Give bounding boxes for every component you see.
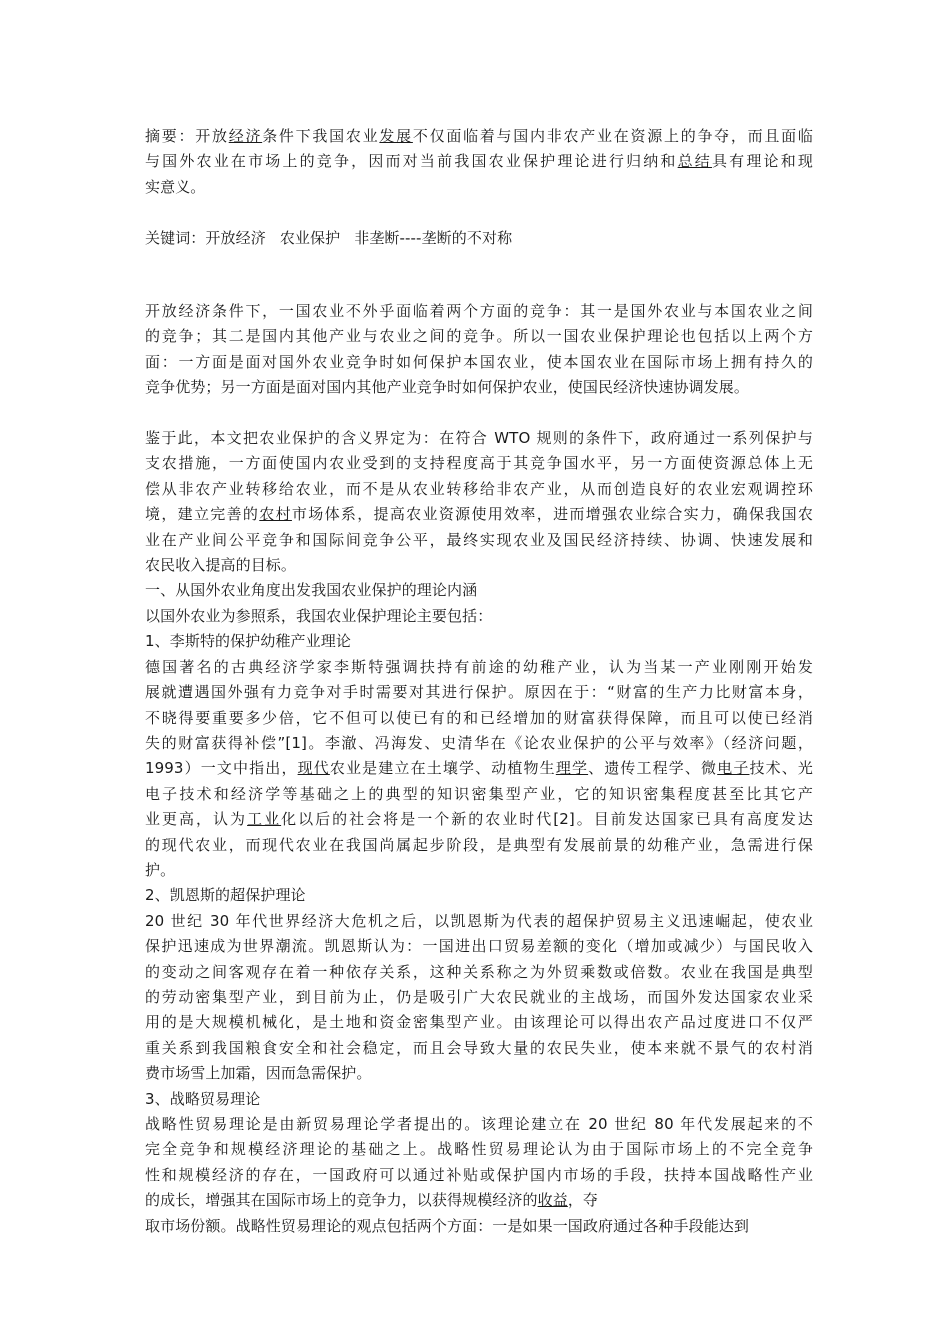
paragraph-line: 竞争优势；另一方面是面对国内其他产业竞争时如何保护农业，使国民经济快速协调发展。 — [145, 378, 750, 397]
paragraph-line: 费市场雪上加霜，因而急需保护。 — [145, 1064, 372, 1083]
text-run: ，夺 — [567, 1191, 599, 1210]
inline-link[interactable]: 发展 — [379, 127, 413, 145]
paragraph-line — [145, 731, 813, 756]
text-run: 农民收入提高的目标。 — [145, 556, 297, 575]
paragraph-line — [145, 833, 813, 858]
paragraph-line — [145, 782, 813, 807]
paragraph-line — [145, 858, 813, 883]
keyword-item: 开放经济 — [205, 228, 266, 247]
spacer — [145, 200, 813, 225]
paragraph-line: 保护迅速成为世界潮流。凯恩斯认为：一国进出口贸易差额的变化（增加或减少）与国民收入 — [145, 937, 813, 956]
paragraph-line — [145, 807, 813, 832]
text-run: 不仅面临着与国内非农产业在资源上的争夺，而且面临 — [412, 127, 813, 145]
text-run: 的现代农业，而现代农业在我国尚属起步阶段，是典型有发展前景的幼稚产业，急需进行保 — [145, 835, 813, 854]
spacer — [145, 401, 813, 426]
paragraph-line — [145, 1188, 813, 1213]
paragraph-line — [145, 528, 813, 553]
text-run: 业更高，认为 — [145, 810, 248, 829]
subsection-heading: 1、李斯特的保护幼稚产业理论 — [145, 632, 351, 651]
text-run: 化以后的社会将是一个新的农业时代[2]。目前发达国家已具有高度发达 — [281, 810, 813, 829]
text-run: 失的财富获得补偿”[1]。李澈、冯海发、史清华在《论农业保护的公平与效率》（经济问题， — [145, 733, 813, 752]
text-run: 取市场份额。战略性贸易理论的观点包括两个方面：一是如果一国政府通过各种手段能达到 — [145, 1216, 750, 1235]
inline-link[interactable]: 理学 — [555, 759, 589, 778]
paragraph-line: 的劳动密集型产业，到目前为止，仍是吸引广大农民就业的主战场，而国外发达国家农业采 — [145, 987, 813, 1006]
text-run: 战略性贸易理论是由新贸易理论学者提出的。该理论建立在 20 世纪 80 年代发展起来的不 — [145, 1115, 813, 1133]
text-run: 与国外农业在市场上的竞争，因而对当前我国农业保护理论进行归纳和 — [145, 152, 678, 171]
text-run: 的成长，增强其在国际市场上的竞争力，以获得规模经济的 — [145, 1191, 538, 1210]
paragraph-line — [145, 124, 813, 149]
paragraph-line — [145, 477, 813, 502]
paragraph-line — [145, 1163, 813, 1188]
inline-link[interactable]: 收益 — [537, 1191, 568, 1210]
text-run: 农业是建立在土壤学、动植物生 — [329, 759, 556, 778]
body-paragraph-1 — [145, 299, 813, 401]
paragraph-line — [145, 655, 813, 680]
keywords-line — [145, 226, 813, 251]
inline-link[interactable]: 农村 — [259, 505, 292, 524]
text-run: 条件下我国农业 — [262, 127, 380, 145]
inline-link[interactable]: 现代 — [297, 759, 330, 778]
subsection-2-body — [145, 909, 813, 1087]
subsection-heading: 2、凯恩斯的超保护理论 — [145, 886, 306, 905]
paragraph-line — [145, 502, 813, 527]
text-run: 技术、光 — [749, 759, 813, 778]
keyword-item: 农业保护 — [279, 228, 341, 247]
subsection-1-body — [145, 655, 813, 884]
text-run: 境，建立完善的 — [145, 505, 260, 524]
inline-link[interactable]: 电子 — [717, 759, 750, 778]
paragraph-line — [145, 553, 813, 578]
document-page — [145, 124, 813, 1239]
text-run: 展就遭遇国外强有力竞争对手时需要对其进行保护。原因在于：“财富的生产力比财富本身， — [145, 683, 813, 702]
paragraph-line — [145, 756, 813, 781]
text-run: 摘要：开放 — [145, 127, 229, 145]
text-run: 性和规模经济的存在，一国政府可以通过补贴或保护国内市场的手段，扶持本国战略性产业 — [145, 1165, 813, 1184]
text-run: 具有理论和现 — [712, 152, 813, 171]
text-run: 1993）一文中指出， — [145, 759, 298, 778]
inline-link[interactable]: 总结 — [677, 152, 712, 171]
text-run: 护。 — [145, 860, 176, 879]
text-run: 鉴于此，本文把农业保护的含义界定为：在符合 WTO 规则的条件下，政府通过一系列保护与 — [145, 429, 813, 448]
paragraph-line: 20 世纪 30 年代世界经济大危机之后，以凯恩斯为代表的超保护贸易主义迅速崛起，使农业 — [145, 911, 813, 930]
keywords-label: 关键词： — [145, 228, 206, 247]
spacer — [145, 251, 813, 299]
keyword-item: 非垄断----垄断的不对称 — [354, 228, 513, 247]
paragraph-line — [145, 175, 813, 200]
paragraph-line: 的变动之间客观存在着一种依存关系，这种关系称之为外贸乘数或倍数。农业在我国是典型 — [145, 962, 813, 981]
paragraph-line — [145, 706, 813, 731]
paragraph-line — [145, 426, 813, 451]
abstract-paragraph — [145, 124, 813, 200]
paragraph-line — [145, 1214, 813, 1239]
text-run: 业在产业间公平竞争和国际间竞争公平，最终实现农业及国民经济持续、协调、快速发展和 — [145, 530, 813, 549]
text-run: 偿从非农产业转移给农业，而不是从农业转移给非农产业，从而创造良好的农业宏观调控环 — [145, 479, 813, 498]
paragraph-line: 面：一方面是面对国外农业竞争时如何保护本国农业，使本国农业在国际市场上拥有持久的 — [145, 352, 813, 371]
subsection-3-body — [145, 1112, 813, 1239]
paragraph-line: 重关系到我国粮食安全和社会稳定，而且会导致大量的农民失业，使本来就不景气的农村消 — [145, 1038, 813, 1057]
paragraph-line: 开放经济条件下，一国农业不外乎面临着两个方面的竞争：其一是国外农业与本国农业之间 — [145, 302, 813, 321]
paragraph-line — [145, 680, 813, 705]
section-intro: 以国外农业为参照系，我国农业保护理论主要包括： — [145, 606, 493, 625]
text-run: 德国著名的古典经济学家李斯特强调扶持有前途的幼稚产业，认为当某一产业刚刚开始发 — [145, 657, 813, 676]
paragraph-line — [145, 1137, 813, 1162]
text-run: 不晓得要重要多少倍，它不但可以使已有的和已经增加的财富获得保障，而且可以使已经消 — [145, 708, 813, 727]
paragraph-line — [145, 451, 813, 476]
inline-link[interactable]: 经济 — [228, 127, 263, 145]
section-heading: 一、从国外农业角度出发我国农业保护的理论内涵 — [145, 581, 478, 600]
paragraph-line: 的竞争；其二是国内其他产业与农业之间的竞争。所以一国农业保护理论也包括以上两个方 — [145, 327, 813, 346]
text-run: 完全竞争和规模经济理论的基础之上。战略性贸易理论认为由于国际市场上的不完全竞争 — [145, 1140, 813, 1159]
paragraph-line: 用的是大规模机械化，是土地和资金密集型产业。由该理论可以得出农产品过度进口不仅严 — [145, 1013, 813, 1032]
body-paragraph-2 — [145, 426, 813, 578]
paragraph-line — [145, 149, 813, 174]
text-run: 电子技术和经济学等基础之上的典型的知识密集型产业，它的知识密集程度甚至比其它产 — [145, 784, 813, 803]
subsection-heading: 3、战略贸易理论 — [145, 1089, 261, 1108]
text-run: 市场体系，提高农业资源使用效率，进而增强农业综合实力，确保我国农 — [291, 505, 813, 524]
paragraph-line — [145, 1112, 813, 1137]
inline-link[interactable]: 工业 — [247, 810, 282, 829]
text-run: 、遗传工程学、微 — [588, 759, 718, 778]
text-run: 实意义。 — [145, 177, 206, 196]
text-run: 支农措施，一方面使国内农业受到的支持程度高于其竞争国水平，另一方面使资源总体上无 — [145, 454, 813, 473]
